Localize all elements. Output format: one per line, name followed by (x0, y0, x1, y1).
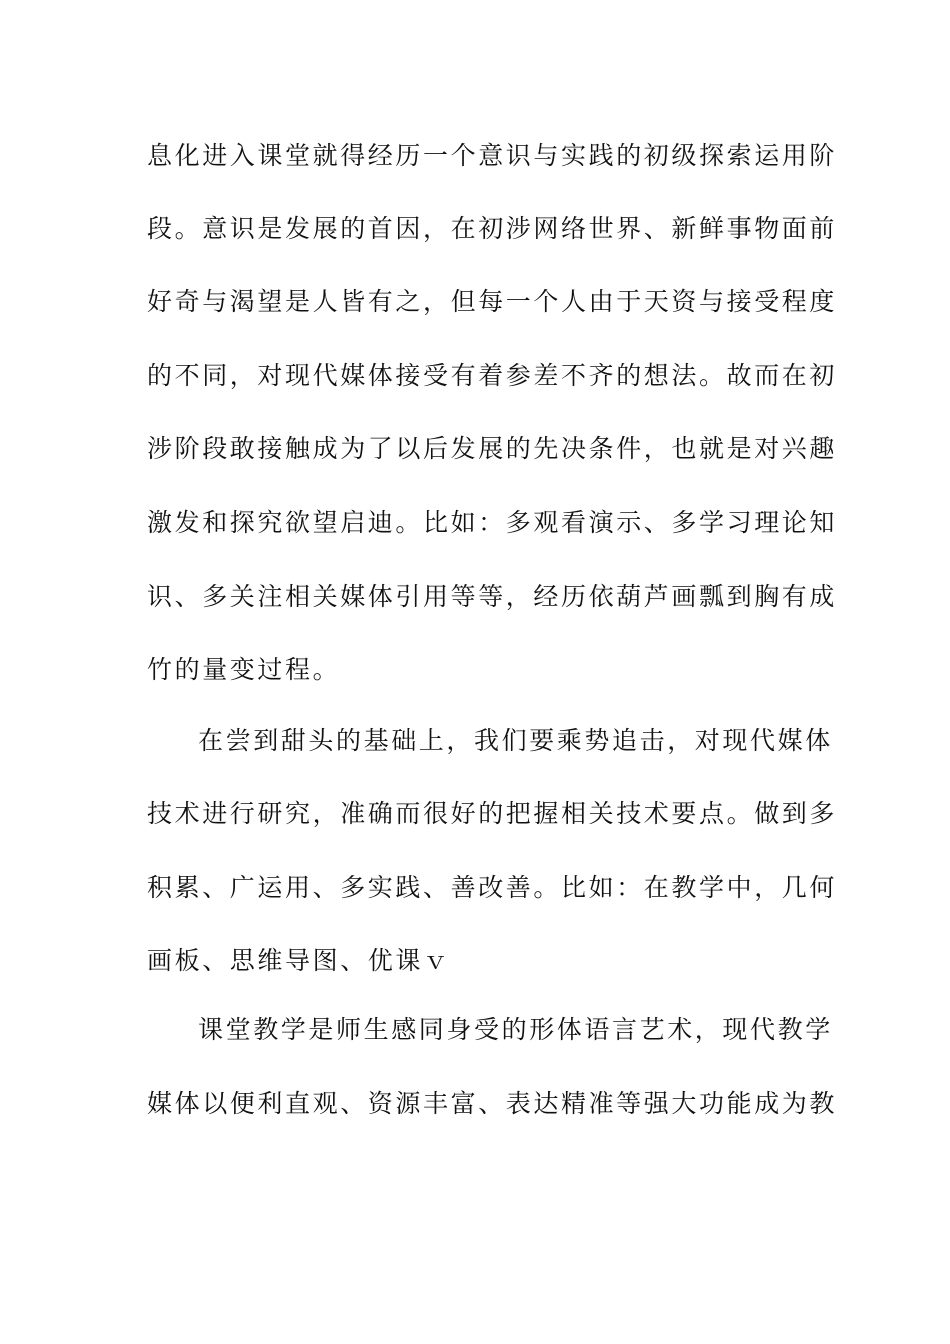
text-line: 段。意识是发展的首因，在初涉网络世界、新鲜事物面前 (147, 214, 838, 243)
paragraph-first-line: 在尝到甜头的基础上，我们要乘势追击，对现代媒体 (198, 726, 833, 755)
text-line: 竹的量变过程。 (147, 655, 341, 684)
text-line: 积累、广运用、多实践、善改善。比如：在教学中，几何 (147, 873, 838, 902)
paragraph-first-line: 课堂教学是师生感同身受的形体语言艺术，现代教学 (198, 1015, 833, 1044)
text-line: 息化进入课堂就得经历一个意识与实践的初级探索运用阶 (147, 141, 838, 170)
text-line: 的不同，对现代媒体接受有着参差不齐的想法。故而在初 (147, 361, 838, 390)
text-line: 涉阶段敢接触成为了以后发展的先决条件，也就是对兴趣 (147, 434, 838, 463)
text-line: 媒体以便利直观、资源丰富、表达精准等强大功能成为教 (147, 1089, 838, 1118)
text-line: 技术进行研究，准确而很好的把握相关技术要点。做到多 (147, 799, 838, 828)
text-line: 识、多关注相关媒体引用等等，经历依葫芦画瓢到胸有成 (147, 582, 838, 611)
text-line: 激发和探究欲望启迪。比如：多观看演示、多学习理论知 (147, 508, 838, 537)
text-line: 好奇与渴望是人皆有之，但每一个人由于天资与接受程度 (147, 287, 838, 316)
text-line: 画板、思维导图、优课ｖ (147, 946, 451, 975)
